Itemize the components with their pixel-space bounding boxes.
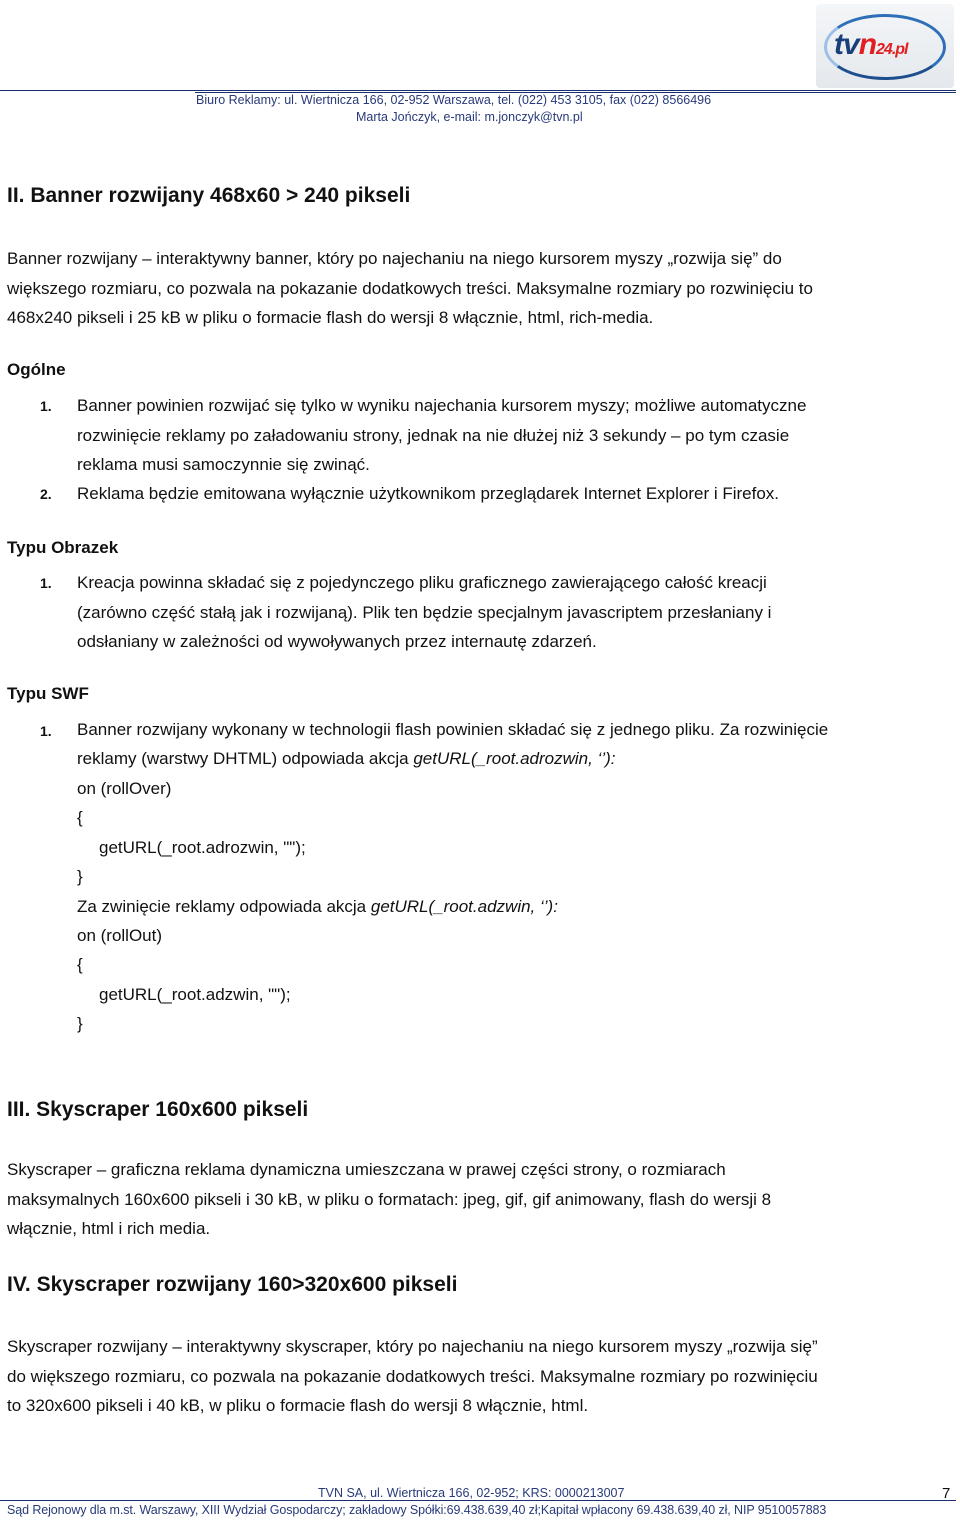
body-line: Skyscraper – graficzna reklama dynamiczna umieszczana w prawej części strony, o rozmiarach (7, 1160, 726, 1179)
list-number: 1. (40, 723, 52, 739)
list-number: 2. (40, 486, 52, 502)
subheading-ogolne: Ogólne (7, 360, 66, 379)
list-item (77, 568, 937, 657)
section-3-heading: III. Skyscraper 160x600 pikseli (7, 1098, 309, 1121)
list-item (77, 479, 937, 509)
list-item-line: rozwinięcie reklamy po załadowaniu strony, jednak na nie dłużej niż 3 sekundy – po tym czasie (77, 425, 790, 445)
header-contact-line: Biuro Reklamy: ul. Wiertnicza 166, 02-952 Warszawa, tel. (022) 453 3105, fax (022) 8566496 (196, 93, 712, 107)
swf-line-3-text: Za zwinięcie reklamy odpowiada akcja (77, 897, 371, 916)
body-line: Skyscraper rozwijany – interaktywny skyscraper, który po najechaniu na niego kursorem myszy „rozwija się” (7, 1337, 818, 1356)
list-number: 1. (40, 398, 52, 414)
list-item-line: odsłaniany w zależności od wywoływanych przez internautę zdarzeń. (77, 632, 597, 651)
header-rule (0, 90, 956, 91)
intro-line: Banner rozwijany – interaktywny banner, który po najechaniu na niego kursorem myszy „rozwija się” do (7, 249, 782, 268)
body-line: maksymalnych 160x600 pikseli i 30 kB, w pliku o formatach: jpeg, gif, gif animowany, flash do wersji 8 (7, 1189, 772, 1209)
section-2-heading: II. Banner rozwijany 468x60 > 240 pikseli (7, 184, 411, 207)
list-item-line: (zarówno część stałą jak i rozwijaną). Plik ten będzie specjalnym javascriptem przesłaniany i (77, 602, 772, 622)
list-item (77, 391, 937, 480)
code-line: { (77, 808, 83, 827)
code-line: } (77, 867, 83, 886)
list-number: 1. (40, 575, 52, 591)
swf-code-inline: getURL(_root.adrozwin, ‘’): (413, 749, 616, 768)
swf-line-3 (77, 897, 558, 917)
footer-rule (0, 1500, 956, 1501)
swf-code-inline: getURL(_root.adzwin, ‘’): (370, 897, 558, 916)
code-line: on (rollOver) (77, 779, 172, 798)
section-2-intro (7, 244, 947, 333)
code-line: { (77, 955, 83, 974)
subheading-typu-swf: Typu SWF (7, 684, 89, 703)
code-line: } (77, 1014, 83, 1033)
code-line: getURL(_root.adzwin, ""); (99, 985, 291, 1004)
tvn24-logo (816, 4, 954, 88)
code-line: on (rollOut) (77, 926, 163, 945)
body-line: do większego rozmiaru, co pozwala na pokazanie dodatkowych treści. Maksymalne rozmiary po rozwinięciu (7, 1366, 818, 1386)
footer-company-line: TVN SA, ul. Wiertnicza 166, 02-952; KRS: 0000213007 (318, 1486, 625, 1500)
list-item-line: Kreacja powinna składać się z pojedynczego pliku graficznego zawierającego całość kreacji (77, 573, 767, 592)
swf-line-2 (77, 749, 616, 769)
code-line: getURL(_root.adrozwin, ""); (99, 838, 306, 857)
list-item-line: Reklama będzie emitowana wyłącznie użytkownikom przeglądarek Internet Explorer i Firefox. (77, 484, 780, 503)
section-4-heading: IV. Skyscraper rozwijany 160>320x600 pikseli (7, 1273, 458, 1296)
list-item-line: reklama musi samoczynnie się zwinąć. (77, 455, 370, 474)
swf-line-1: Banner rozwijany wykonany w technologii flash powinien składać się z jednego pliku. Za rozwinięcie (77, 720, 829, 739)
body-line: włącznie, html i rich media. (7, 1219, 211, 1238)
logo-text: tvn24.pl (834, 28, 908, 61)
swf-line-2-text: reklamy (warstwy DHTML) odpowiada akcja (77, 749, 414, 768)
list-item-line: Banner powinien rozwijać się tylko w wyniku najechania kursorem myszy; możliwe automatyczne (77, 396, 807, 415)
header-contact-person: Marta Jończyk, e-mail: m.jonczyk@tvn.pl (356, 110, 583, 124)
section-3-body (7, 1155, 947, 1244)
body-line: to 320x600 pikseli i 40 kB, w pliku o formacie flash do wersji 8 włącznie, html. (7, 1396, 589, 1415)
footer-legal-line: Sąd Rejonowy dla m.st. Warszawy, XIII Wydział Gospodarczy; zakładowy Spółki:69.438.639,40 zł;Kapitał wpłacony 69.438.639,40 zł, NIP 9510057883 (7, 1503, 827, 1517)
subheading-typu-obrazek: Typu Obrazek (7, 538, 119, 557)
intro-line: 468x240 pikseli i 25 kB w pliku o formacie flash do wersji 8 włącznie, html, rich-media. (7, 308, 654, 327)
section-4-body (7, 1332, 947, 1421)
page-number: 7 (942, 1485, 951, 1502)
intro-line: większego rozmiaru, co pozwala na pokazanie dodatkowych treści. Maksymalne rozmiary po rozwinięciu to (7, 278, 813, 298)
